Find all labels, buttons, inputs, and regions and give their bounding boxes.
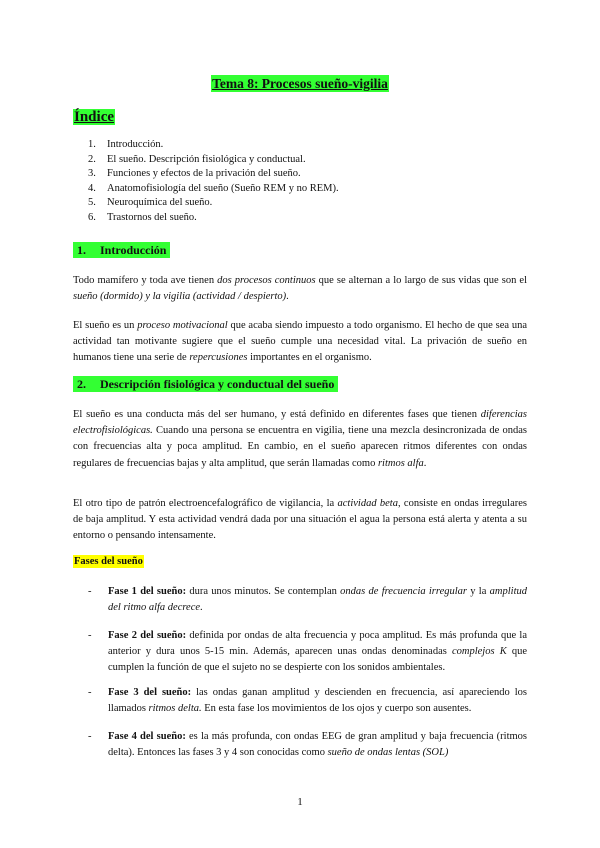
section-heading-introduccion: 1. Introducción <box>73 243 170 258</box>
index-item: 4. Anatomofisiología del sueño (Sueño REM y no REM). <box>88 182 339 194</box>
paragraph: El otro tipo de patrón electroencefalográfico de vigilancia, la actividad beta, consiste en ondas irregulares de baja amplitud. Y esta actividad vendrá dada por una situación el agua la persona está alerta y atenta a su entorno o pensando intensamente. <box>73 498 527 542</box>
index-list <box>73 138 553 226</box>
index-item: 2. El sueño. Descripción fisiológica y conductual. <box>88 153 306 165</box>
phases-subheading: Fases del sueño <box>74 556 143 567</box>
phase-item: - Fase 3 del sueño: las ondas ganan amplitud y descienden en frecuencia, así apareciendo los llamados ritmos delta. En esta fase los movimientos de los ojos y cuerpo son ausentes. <box>88 687 527 715</box>
phase-item: - Fase 2 del sueño: definida por ondas de alta frecuencia y poca amplitud. Es más profunda que la anterior y dura unos 5-15 min. Además, aparecen unas ondas denominadas complejos K que cumplen la función de que el sujeto no se despierte con los sonidos ambientales. <box>88 630 527 674</box>
index-item: 3. Funciones y efectos de la privación del sueño. <box>88 168 301 180</box>
index-heading: Índice <box>74 109 115 125</box>
section-heading-descripcion: 2. Descripción fisiológica y conductual del sueño <box>73 377 338 392</box>
paragraph: Todo mamífero y toda ave tienen dos procesos continuos que se alternan a lo largo de sus vidas que son el sueño (dormido) y la vigilia (actividad / despierto). <box>73 275 527 303</box>
title-text: Tema 8: Procesos sueño-vigilia <box>212 76 388 91</box>
phase-item: - Fase 1 del sueño: dura unos minutos. Se contemplan ondas de frecuencia irregular y la amplitud del ritmo alfa decrece. <box>88 586 528 614</box>
paragraph: El sueño es una conducta más del ser humano, y está definido en diferentes fases que tienen diferencias electrofisiológicas. Cuando una persona se encuentra en vigilia, tiene una mezcla desincronizada de ondas con frecuencias alta y poca amplitud. En cambio, en el sueño aparecen ritmos diferentes con ondas regulares de frecuencias bajas y alta amplitud, que serán llamadas como ritmos alfa. <box>73 409 527 469</box>
index-item: 5. Neuroquímica del sueño. <box>88 197 213 209</box>
paragraph: El sueño es un proceso motivacional que acaba siendo impuesto a todo organismo. El hecho de que sea una actividad tan motivante sugiere que el sueño cumple una necesidad vital. La privación de sueño en humanos tiene una serie de repercusiones importantes en el organismo. <box>73 320 527 364</box>
index-item: 6. Trastornos del sueño. <box>88 211 197 223</box>
index-item: 1. Introducción. <box>88 139 164 150</box>
page-number: 1 <box>297 796 303 808</box>
phase-item: - Fase 4 del sueño: es la más profunda, con ondas EEG de gran amplitud y baja frecuencia (ritmos delta). Entonces las fases 3 y 4 son conocidas como sueño de ondas lentas (SOL) <box>88 731 528 759</box>
document-title <box>0 75 600 93</box>
